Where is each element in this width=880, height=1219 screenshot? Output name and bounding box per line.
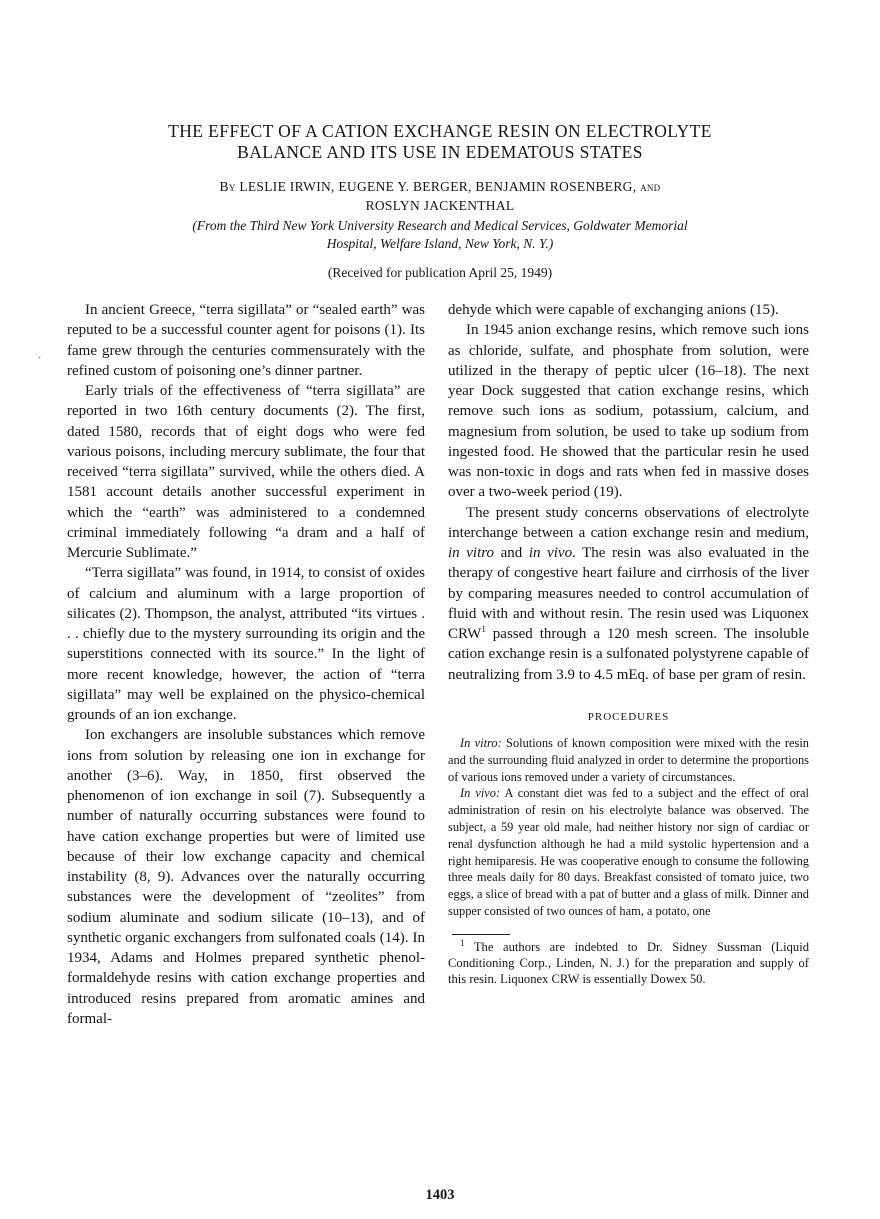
run-in-label: In vivo:	[460, 786, 501, 801]
footnote-reference: 1	[481, 624, 486, 634]
footnote	[448, 939, 809, 988]
procedures-section	[448, 735, 809, 920]
text-run: The present study concerns observations of electrolyte interchange between a cation exchange resin and medium,	[448, 504, 809, 541]
footnote-divider	[452, 934, 510, 935]
paragraph: Ion exchangers are insoluble substances which remove ions from solution by releasing one ion in exchange for another (3–6). Way, in 1850, first observed the phenomenon of ion exchange in soil (7). Subsequently a number of naturally occurring substances were found to have cation exchange properties but were of limited use because of their low exchange capacity and chemical instability (8, 9). Advances over the naturally occurring substances were the development of “zeolites” from sodium aluminate and sodium silicate (10–13), and of synthetic organic exchangers from sulfonated coals (14). In 1934, Adams and Holmes prepared synthetic phenol-formaldehyde resins with cation exchange properties and introduced resins prepared from aromatic amines and formal-	[67, 727, 425, 1027]
paragraph: Early trials of the effectiveness of “terra sigillata” are reported in two 16th century documents (2). The first, dated 1580, records that of eight dogs who were fed various poisons, including mercury sublimate, the four that received “terra sigillata” survived, while the others died. A 1581 account details another successful experiment in which the “earth” was administered to a condemned criminal immediately following “a dram and a half of Mercurie Sublimate.”	[67, 383, 425, 561]
margin-dot: ·	[38, 353, 42, 364]
text-run: A constant diet was fed to a subject and the effect of oral administration of resin on his electrolyte balance was observed. The subject, a 59 year old male, had neither history nor sign of cardiac or renal dysfunction although he had a mild systolic hypertension and a right hemiparesis. He was cooperative enough to consume the following three meals daily for 80 days. Breakfast consisted of tomato juice, two eggs, a slice of bread with a pat of butter and a glass of milk. Dinner and supper consisted of two ounces of ham, a potato, one	[448, 786, 809, 918]
title-line: BALANCE AND ITS USE IN EDEMATOUS STATES	[237, 142, 643, 162]
right-column	[448, 300, 809, 987]
footnote-marker: 1	[460, 937, 465, 948]
affiliation	[110, 217, 770, 253]
affiliation-line: (From the Third New York University Research and Medical Services, Goldwater Memorial	[192, 218, 688, 233]
by-word: By	[219, 179, 236, 194]
text-run: Solutions of known composition were mixed with the resin and the surrounding fluid analyzed in order to determine the proportions of various ions removed under a variety of circumstances.	[448, 736, 809, 784]
and-word: and	[640, 179, 661, 194]
section-heading: PROCEDURES	[587, 710, 670, 723]
italic-term: in vivo	[528, 545, 573, 561]
paragraph: In ancient Greece, “terra sigillata” or “sealed earth” was reputed to be a successful counter agent for poisons (1). Its fame grew through the centuries commensurately with the refined custom of poisoning one’s dinner partner.	[67, 302, 425, 379]
text-run: . The resin was also evaluated in the therapy of congestive heart failure and cirrhosis of the liver by comparing measures needed to control accumulation of fluid with and without resin. The resin used was Liquonex CRW	[448, 545, 810, 642]
author-names-2: ROSLYN JACKENTHAL	[365, 198, 515, 213]
run-in-label: In vitro:	[460, 736, 502, 750]
author-names-1: LESLIE IRWIN, EUGENE Y. BERGER, BENJAMIN ROSENBERG,	[239, 179, 637, 194]
paragraph: In 1945 anion exchange resins, which remove such ions as chloride, sulfate, and phosphate from solution, were utilized in the therapy of peptic ulcer (16–18). The next year Dock suggested that cation exchange resins, which remove such ions as sodium, potassium, calcium, and magnesium from solution, be used to take up sodium from ingested food. He showed that the particular resin he used was non-toxic in dogs and rats when fed in massive doses over a two-week period (19).	[448, 322, 809, 501]
author-line	[110, 177, 770, 196]
author-list	[110, 177, 770, 215]
paragraph	[448, 735, 809, 785]
paragraph: “Terra sigillata” was found, in 1914, to consist of oxides of calcium and aluminum with a large proportion of silicates (2). Thompson, the analyst, attributed “its virtues . . . chiefly due to the mystery surrounding its origin and the superstitions connected with its source.” In the light of more recent knowledge, however, the action of “terra sigillata” may well be explained on the physico-chemical grounds of an ion exchange.	[67, 565, 425, 723]
affiliation-line: Hospital, Welfare Island, New York, N. Y.)	[326, 236, 554, 251]
left-column	[67, 300, 425, 1029]
paragraph	[448, 785, 809, 919]
title-line: THE EFFECT OF A CATION EXCHANGE RESIN ON ELECTROLYTE	[168, 121, 712, 141]
article-title	[100, 121, 780, 163]
text-run: passed through a 120 mesh screen. The insoluble cation exchange resin is a sulfonated polystyrene capable of neutralizing from 3.9 to 4.5 mEq. of base per gram of resin.	[448, 626, 810, 683]
paragraph-present-study	[448, 503, 809, 685]
paragraph-continuation: dehyde which were capable of exchanging anions (15).	[448, 302, 779, 318]
text-run: and	[500, 545, 523, 561]
footnote-text	[448, 939, 809, 988]
received-date: (Received for publication April 25, 1949)	[327, 265, 553, 280]
text-run: The authors are indebted to Dr. Sidney Sussman (Liquid Conditioning Corp., Linden, N. J.) for the preparation and supply of this resin. Liquonex CRW is essentially Dowex 50.	[448, 939, 809, 987]
italic-term: in vitro	[448, 545, 495, 561]
page-number: 1403	[425, 1187, 455, 1203]
